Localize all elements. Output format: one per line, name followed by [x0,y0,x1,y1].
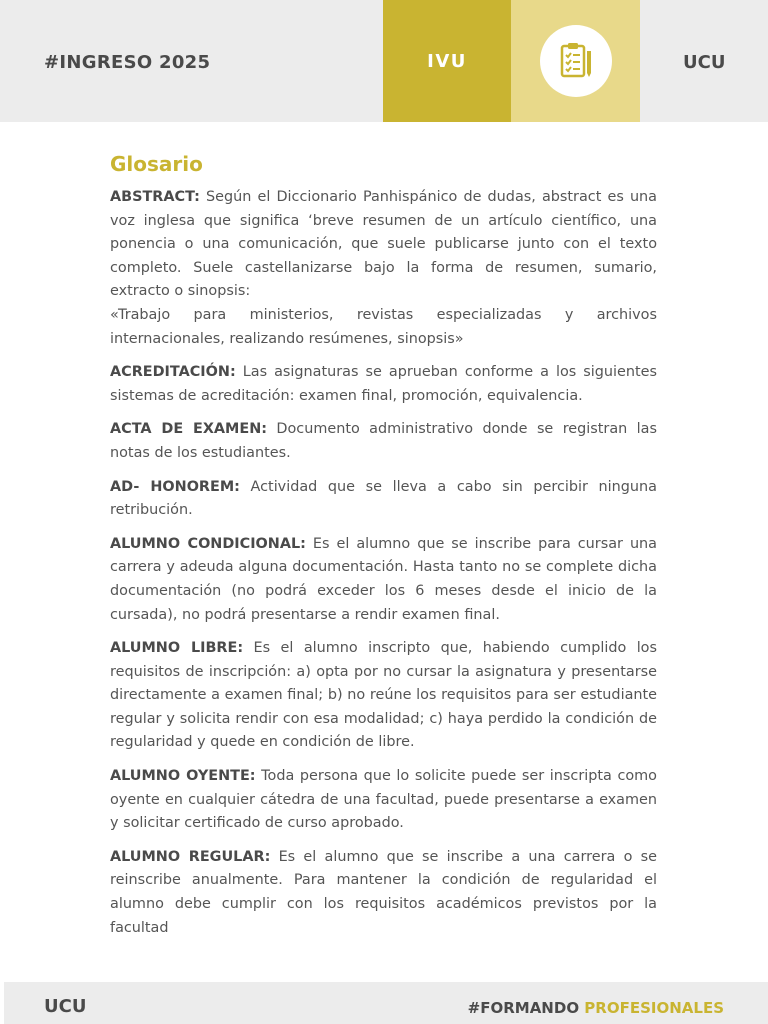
entry-definition: Documento administrativo donde se registran las notas de los estudiantes. [110,421,657,461]
icon-block [511,0,640,122]
entry-quote: «Trabajo para ministerios, revistas especializadas y archivos internacionales, realizando resúmenes, sinopsis» [110,306,657,347]
header-hashtag: #INGRESO 2025 [44,52,211,73]
motto-prefix: #FORMANDO [467,999,585,1017]
entry-term: ALUMNO REGULAR: [110,848,271,865]
institute-label: IVU [427,50,467,72]
entry-term: ABSTRACT: [110,189,200,205]
glossary-entry-ad-honorem [110,476,657,523]
footer-motto [468,999,724,1017]
icon-circle [540,25,612,97]
glossary-entry-acta-de-examen [110,418,657,465]
page-title: Glosario [110,152,203,176]
entry-definition: Toda persona que lo solicite puede ser inscripta como oyente en cualquier cátedra de una facultad, puede presentarse a examen y solicitar certificado de curso aprobado. [110,768,657,832]
glossary-entry-alumno-regular [110,846,657,940]
footer-university: UCU [44,996,87,1017]
entry-term: ACREDITACIÓN: [110,364,236,381]
clipboard-checklist-icon [554,39,598,83]
entry-definition: Según el Diccionario Panhispánico de dudas, abstract es una voz inglesa que significa ‘breve resumen de un artículo científico, una ponencia o una comunicación, que suele publicarse junto con el texto completo. Suele castellanizarse bajo la forma de resumen, sumario, extracto o sinopsis: [110,189,657,300]
glossary-entry-alumno-libre [110,637,657,755]
entry-definition: Actividad que se lleva a cabo sin percibir ninguna retribución. [110,478,657,519]
entry-definition: Es el alumno inscripto que, habiendo cumplido los requisitos de inscripción: a) opta por no cursar la asignatura y presentarse directamente a examen final; b) no reúne los requisitos para ser estudiante regular y solicita rendir con esa modalidad; c) haya perdido la condición de regularidad y quede en condición de libre. [110,640,657,751]
entry-definition: Las asignaturas se aprueban conforme a los siguientes sistemas de acreditación: examen final, promoción, equivalencia. [110,364,657,404]
institute-block [383,0,511,122]
header-university: UCU [683,52,726,73]
page-footer [4,982,768,1024]
motto-accent: PROFESIONALES [584,999,724,1017]
page-header [0,0,768,122]
glossary-content [110,152,657,950]
entry-term: ACTA DE EXAMEN: [110,421,267,438]
entry-definition: Es el alumno que se inscribe a una carrera o se reinscribe anualmente. Para mantener la condición de regularidad el alumno debe cumplir con los requisitos académicos previstos por la facultad [110,848,657,936]
glossary-entry-acreditacion [110,361,657,408]
entry-term: ALUMNO LIBRE: [110,640,244,657]
entry-definition: Es el alumno que se inscribe para cursar una carrera y adeuda alguna documentación. Hasta tanto no se complete dicha documentación (no podrá exceder los 6 meses desde el inicio de la cursada), no podrá presentarse a rendir examen final. [110,535,658,623]
entry-term: ALUMNO CONDICIONAL: [110,535,306,552]
entry-term: AD- HONOREM: [110,478,240,495]
glossary-entry-abstract [110,186,657,351]
glossary-entry-alumno-condicional [110,533,657,627]
entry-term: ALUMNO OYENTE: [110,768,256,785]
glossary-entry-alumno-oyente [110,765,657,836]
